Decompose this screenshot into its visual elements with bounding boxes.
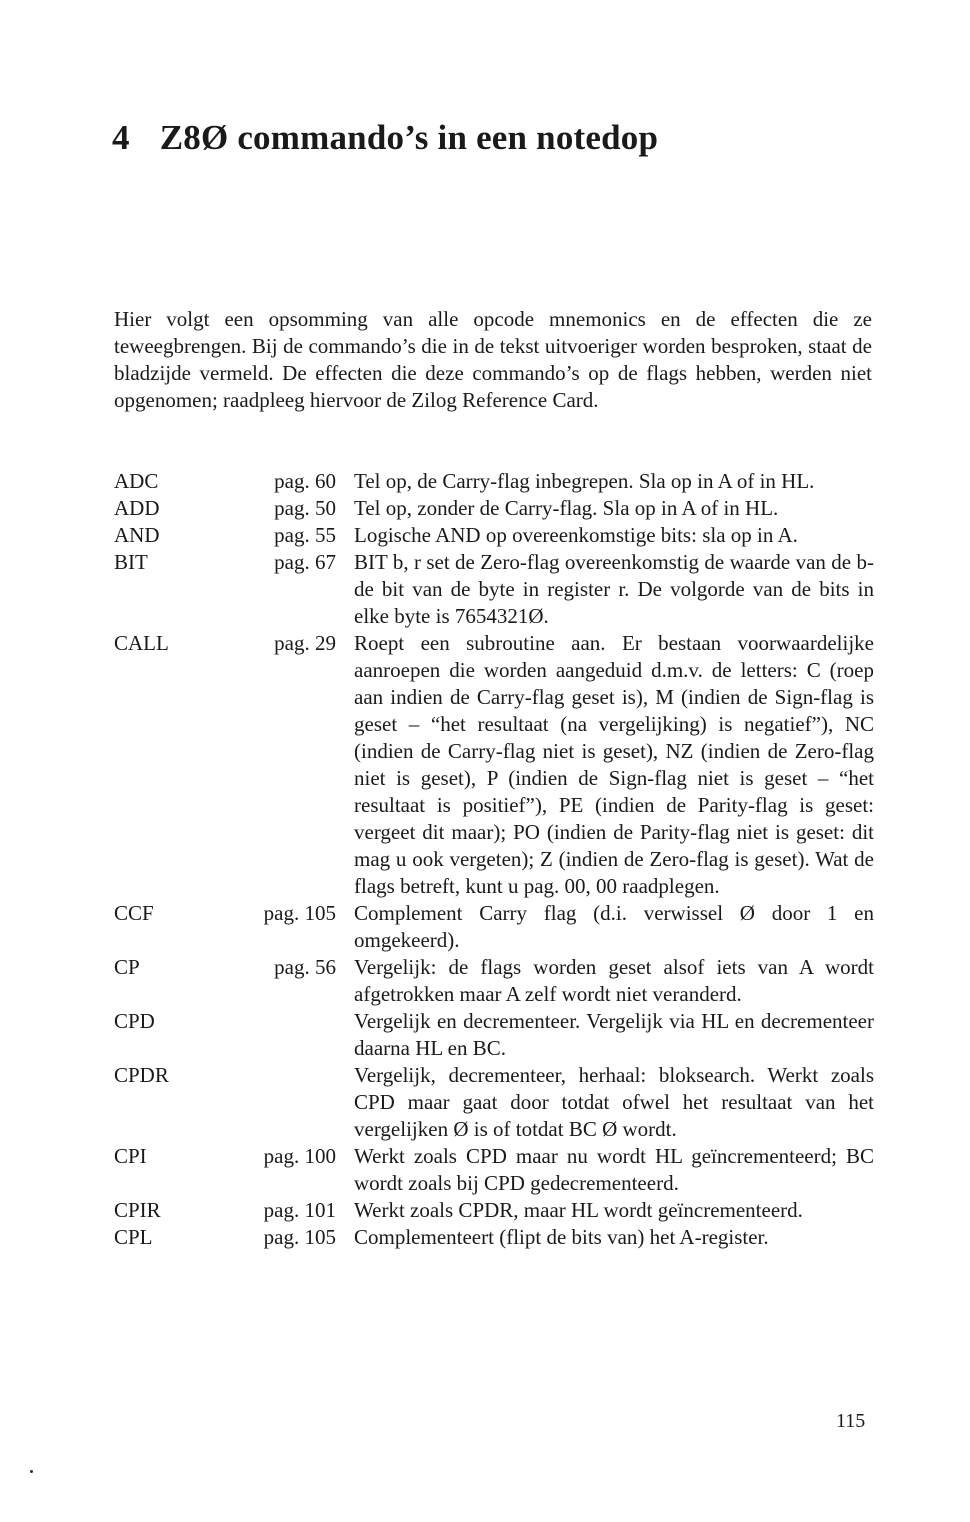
entry-page-ref: pag. 50 [274, 496, 336, 520]
entry-description: Roept een subroutine aan. Er bestaan voorwaardelijke aanroepen die worden aangeduid d.m.v. de letters: C (roep aan indien de Carry-flag geset is), M (indien de Sign-flag is geset – “het resultaat (na vergelijking) is negatief”), NC (indien de Carry-flag niet is geset), NZ (indien de Zero-flag niet is geset), P (indien de Sign-flag niet is geset – “het resultaat is positief”), PE (indien de Parity-flag is geset: vergeet dit maar); PO (indien de Parity-flag niet is geset: dit mag u ook vergeten); Z (indien de Zero-flag is geset). Wat de flags betreft, kunt u pag. 00, 00 raadplegen. [354, 631, 874, 898]
entry-mnemonic: CPI [114, 1144, 147, 1168]
entry-description: Vergelijk: de flags worden geset alsof iets van A wordt afgetrokken maar A zelf wordt niet veranderd. [354, 955, 874, 1006]
entry-mnemonic: CPIR [114, 1198, 161, 1222]
mnemonic-list [114, 468, 874, 1251]
entry-description: Vergelijk en decrementeer. Vergelijk via HL en decrementeer daarna HL en BC. [354, 1009, 874, 1060]
entry-page-ref: pag. 55 [274, 523, 336, 547]
entry-mnemonic: CPD [114, 1009, 155, 1033]
chapter-title-text: Z8Ø commando’s in een notedop [159, 118, 659, 157]
entry-page-ref: pag. 67 [274, 550, 336, 574]
entry-page-ref: pag. 105 [263, 901, 336, 925]
entry-mnemonic: CP [114, 955, 140, 979]
entry-description: Complement Carry flag (d.i. verwissel Ø door 1 en omgekeerd). [354, 901, 874, 952]
chapter-title [112, 118, 658, 158]
entry-page-ref: pag. 60 [274, 469, 336, 493]
entry-add [114, 495, 874, 522]
entry-bit [114, 549, 874, 630]
entry-description: BIT b, r set de Zero-flag overeenkomstig de waarde van de b-de bit van de byte in register r. De volgorde van de bits in elke byte is 7654321Ø. [354, 550, 874, 628]
entry-description: Werkt zoals CPDR, maar HL wordt geïncrementeerd. [354, 1198, 803, 1222]
chapter-number: 4 [112, 118, 130, 157]
entry-description: Werkt zoals CPD maar nu wordt HL geïncrementeerd; BC wordt zoals bij CPD gedecrementeerd. [354, 1144, 874, 1195]
entry-page-ref: pag. 101 [263, 1198, 336, 1222]
entry-mnemonic: AND [114, 523, 160, 547]
entry-page-ref: pag. 105 [263, 1225, 336, 1249]
entry-mnemonic: CALL [114, 631, 169, 655]
entry-description: Vergelijk, decrementeer, herhaal: bloksearch. Werkt zoals CPD maar gaat door totdat ofwel het resultaat van het vergelijken Ø is of totdat BC Ø wordt. [354, 1063, 874, 1141]
entry-mnemonic: ADC [114, 469, 159, 493]
entry-description: Logische AND op overeenkomstige bits: sla op in A. [354, 523, 798, 547]
entry-page-ref [244, 1008, 354, 1062]
entry-page-ref [244, 1062, 354, 1143]
entry-mnemonic: CPDR [114, 1063, 169, 1087]
entry-cpdr [114, 1062, 874, 1143]
entry-call [114, 630, 874, 900]
entry-description: Complementeert (flipt de bits van) het A-register. [354, 1225, 769, 1249]
entry-cp [114, 954, 874, 1008]
entry-description: Tel op, de Carry-flag inbegrepen. Sla op in A of in HL. [354, 469, 815, 493]
entry-ccf [114, 900, 874, 954]
entry-and [114, 522, 874, 549]
entry-mnemonic: CCF [114, 901, 154, 925]
entry-cpd [114, 1008, 874, 1062]
entry-adc [114, 468, 874, 495]
entry-page-ref: pag. 29 [274, 631, 336, 655]
entry-mnemonic: CPL [114, 1225, 153, 1249]
page-number: 115 [836, 1410, 866, 1432]
entry-description: Tel op, zonder de Carry-flag. Sla op in A of in HL. [354, 496, 779, 520]
entry-page-ref: pag. 56 [274, 955, 336, 979]
intro-paragraph: Hier volgt een opsomming van alle opcode mnemonics en de effecten die ze teweegbrengen. Bij de commando’s die in de tekst uitvoeriger worden besproken, staat de bladzijde vermeld. De effecten die deze commando’s op de flags hebben, werden niet opgenomen; raadpleeg hiervoor de Zilog Reference Card. [114, 307, 872, 412]
entry-cpi [114, 1143, 874, 1197]
entry-mnemonic: ADD [114, 496, 160, 520]
entry-mnemonic: BIT [114, 550, 148, 574]
entry-cpir [114, 1197, 874, 1224]
scan-speck [30, 1470, 33, 1473]
entry-cpl [114, 1224, 874, 1251]
entry-page-ref: pag. 100 [263, 1144, 336, 1168]
